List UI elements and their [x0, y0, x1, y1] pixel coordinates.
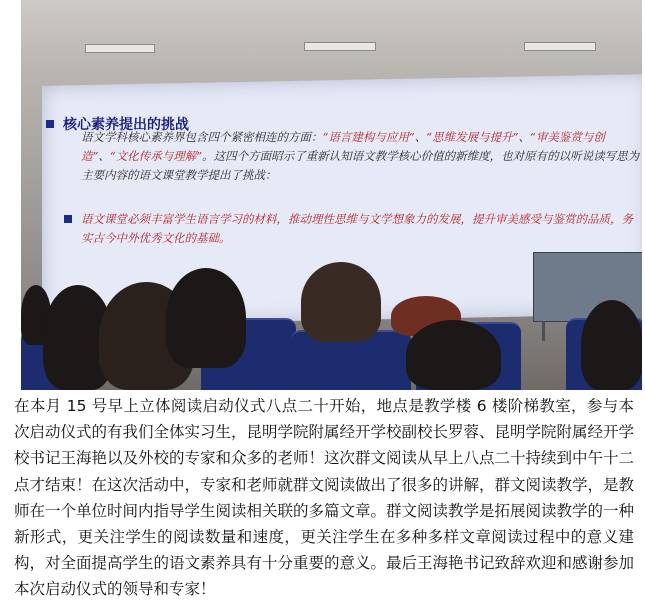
slide-quote: “语言建构与应用”: [322, 130, 415, 144]
audience-head: [406, 320, 501, 390]
audience-head: [301, 262, 381, 342]
article-caption: 在本月 15 号早上立体阅读启动仪式八点二十开始，地点是教学楼 6 楼阶梯教室，参与本次启动仪式的有我们全体实习生，昆明学院附属经开学校副校长罗蓉、昆明学院附属经开学校书记王海艳以及外校的专家和众多的老师！这次群文阅读从早上八点二十持续到中午十二点才结束！在这次活动中，专家和老师就群文阅读做出了很多的讲解，群文阅读教学，是教师在一个单位时间内指导学生阅读相关联的多篇文章。群文阅读教学是拓展阅读教学的一种新形式，更关注学生的阅读数量和速度，更关注学生在多种多样文章阅读过程中的意义建构，对全面提高学生的语文素养具有十分重要的意义。最后王海艳书记致辞欢迎和感谢参加本次启动仪式的领导和专家！: [14, 397, 635, 599]
ceiling-light: [304, 42, 376, 51]
slide-bullet-icon: [64, 215, 72, 223]
slide-quote: “文化传承与理解”: [109, 149, 203, 163]
slide-heading: 核心素养提出的挑战: [63, 117, 189, 133]
conference-photo: [21, 0, 642, 390]
audience-head: [581, 300, 642, 390]
slide-separator: 、: [98, 149, 110, 163]
ceiling-light: [524, 42, 596, 51]
ceiling-light: [85, 44, 155, 53]
slide-text-segment: 。这四个方面昭示了重新认知语文教学核心价值的新维度，也对原有的以听说读写思为主要内容的语文课堂教学提出了挑战：: [81, 149, 640, 182]
slide-paragraph-red: 语文课堂必须丰富学生语言学习的材料，推动理性思维与文学想象力的发展，提升审美感受与鉴赏的品质，务实古今中外优秀文化的基础。: [81, 212, 633, 245]
slide-separator: 、: [414, 130, 427, 144]
slide-text-segment: 语文学科核心素养界包含四个紧密相连的方面：: [81, 130, 323, 144]
slide-quote: “思维发展与提升”: [426, 130, 519, 144]
audience-head: [166, 268, 246, 368]
slide-quote: “审美鉴赏与创造”: [81, 130, 605, 163]
slide-paragraph: [81, 128, 641, 185]
slide-bullet-icon: [46, 120, 54, 128]
slide-separator: 、: [518, 130, 531, 144]
